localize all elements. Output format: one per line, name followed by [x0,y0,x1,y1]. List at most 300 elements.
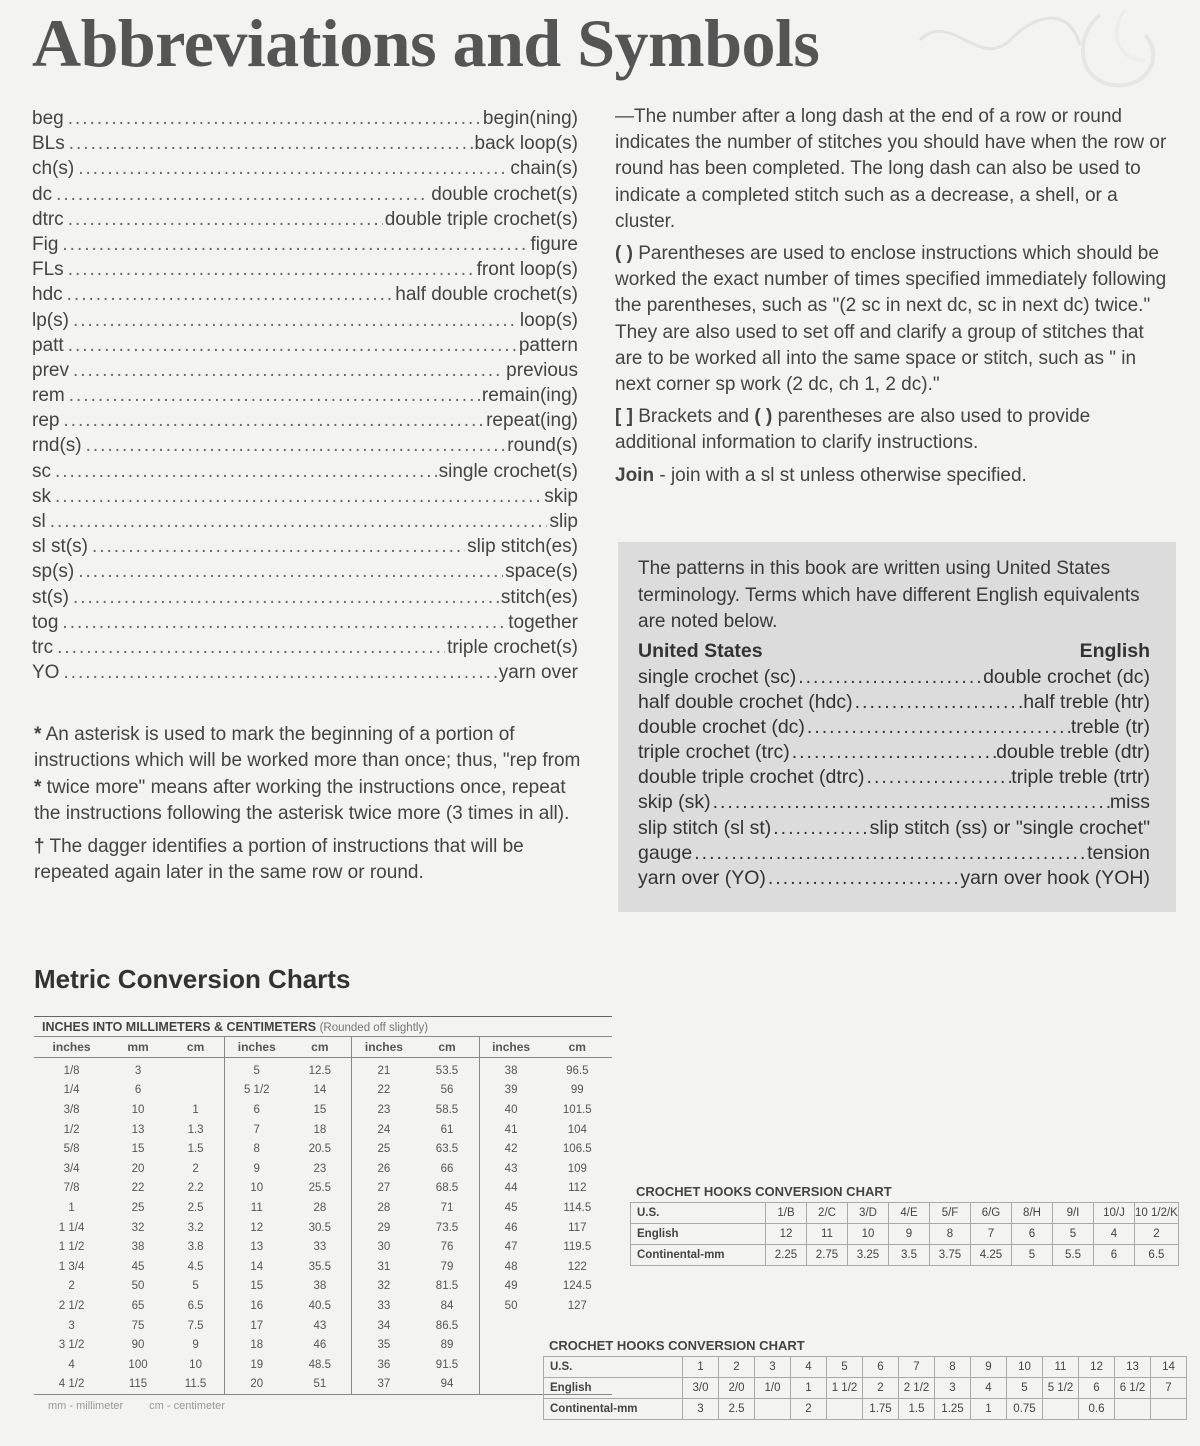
table-cell: 3.2 [187,1221,204,1234]
hooks-cell: 12 [766,1224,807,1245]
term-us: double crochet (dc) [638,715,805,738]
brackets-symbol: [ ] [615,406,633,428]
hooks-row [631,1203,1179,1224]
notation-notes [615,104,1175,495]
table-cell: 49 [479,1277,543,1297]
table-cell: 1 1/4 [58,1221,85,1234]
abbreviation-term: hdc [32,284,63,306]
hooks-cell: 9 [971,1357,1007,1378]
table-row [34,1139,612,1159]
hooks-cell: 6.5 [1135,1245,1179,1266]
abbreviation-meaning: front loop(s) [476,259,578,281]
dot-leader [57,637,445,659]
hooks-cell [1151,1399,1187,1420]
table-row [34,1355,612,1375]
table-cell: 2 1/2 [58,1299,85,1312]
table-cell: 15 [225,1277,289,1297]
table-row [34,1120,612,1140]
table-cell: 5 [225,1058,289,1081]
table-cell: 21 [352,1058,416,1081]
table-cell: 84 [440,1299,454,1312]
table-cell [167,1081,225,1101]
dot-leader [63,662,496,684]
term-english: slip stitch (ss) or "single crochet" [869,816,1150,839]
table-cell: 89 [440,1339,454,1352]
table-row [34,1179,612,1199]
table-cell: 45 [131,1260,145,1273]
inches-table-heading [34,1016,612,1036]
hooks-chart-b-title: CROCHET HOOKS CONVERSION CHART [549,1338,805,1353]
table-cell: 42 [479,1139,543,1159]
page-title: Abbreviations and Symbols [32,5,820,81]
table-cell: 3 1/2 [58,1339,85,1352]
hooks-cell: 1/0 [755,1378,791,1399]
hooks-cell: 1 1/2 [827,1378,863,1399]
dot-leader [68,209,383,231]
table-cell: 35 [352,1335,416,1355]
abbreviation-term: tog [32,611,59,633]
table-cell: 12.5 [308,1064,332,1077]
inches-table-body [34,1058,612,1395]
abbreviation-term: dc [32,183,53,205]
table-cell: 38 [131,1241,145,1254]
table-cell: 76 [440,1241,454,1254]
abbreviation-meaning: repeat(ing) [486,410,578,432]
hooks-row [544,1399,1187,1420]
table-cell: 23 [313,1162,327,1175]
abbreviation-meaning: round(s) [507,435,578,457]
abbreviation-row [32,108,578,133]
table-cell: 3 [134,1064,142,1077]
abbreviation-term: sp(s) [32,561,75,583]
hooks-cell: 5 [1012,1245,1053,1266]
term-us: slip stitch (sl st) [638,816,772,839]
table-cell: 29 [352,1218,416,1238]
abbreviation-meaning: slip stitch(es) [467,536,578,558]
term-english: double treble (dtr) [996,741,1150,764]
table-row [34,1198,612,1218]
table-row [34,1081,612,1101]
abbreviation-row [32,133,578,158]
asterisk-symbol: * [34,724,42,745]
table-cell: 13 [225,1237,289,1257]
table-cell: 51 [288,1375,352,1395]
dot-leader [771,817,869,840]
dot-leader [853,691,1024,714]
dot-leader [73,360,504,382]
hooks-row-label: U.S. [544,1357,683,1378]
abbreviation-term: beg [32,108,64,129]
abbreviation-term: dtrc [32,208,64,230]
hooks-cell: 8 [935,1357,971,1378]
table-cell: 94 [415,1375,479,1395]
table-cell: 28 [352,1198,416,1218]
abbreviation-term: ch(s) [32,158,75,180]
table-cell: 10 [189,1358,202,1371]
column-header: cm [415,1037,479,1058]
hooks-cell: 10 [848,1224,889,1245]
hooks-cell: 3 [755,1357,791,1378]
parentheses-symbol-2: ( ) [754,406,773,428]
table-cell: 1 [68,1201,75,1214]
column-header: inches [352,1037,416,1058]
table-cell: 18 [225,1335,289,1355]
table-cell: 18 [313,1123,327,1136]
abbreviation-meaning: space(s) [505,561,578,583]
terminology-box [618,542,1176,912]
column-header: mm [109,1037,167,1058]
table-cell: 20 [131,1162,145,1175]
table-cell: 100 [128,1358,148,1371]
table-cell: 109 [567,1162,587,1175]
table-row [34,1237,612,1257]
hooks-cell [755,1399,791,1420]
table-cell: 81.5 [435,1280,459,1293]
hooks-cell: 10/J [1094,1203,1135,1224]
hooks-cell [1115,1399,1151,1420]
hooks-cell: 6 [863,1357,899,1378]
hooks-cell: 6/G [971,1203,1012,1224]
hooks-cell: 1/B [766,1203,807,1224]
terminology-row [638,716,1150,741]
brackets-note-mid: Brackets and [632,406,755,428]
table-cell: 22 [352,1081,416,1101]
abbreviation-meaning: figure [530,233,578,255]
table-cell: 1/4 [63,1084,80,1097]
table-cell: 114.5 [563,1201,592,1214]
table-cell: 3 [68,1319,75,1332]
hooks-cell: 7 [899,1357,935,1378]
table-cell: 2.5 [187,1201,204,1214]
dash-note: —The number after a long dash at the end of a row or round indicates the number of stitches you should have when the row or round has been completed. The long dash can also be used to indicate a completed stitch such as a decrease, a shell, or a cluster. [615,106,1167,232]
table-cell: 46 [479,1218,543,1238]
table-cell: 86.5 [435,1319,459,1332]
table-cell: 45 [479,1198,543,1218]
table-cell: 8 [225,1139,289,1159]
dot-leader [692,842,1087,865]
table-cell: 99 [570,1084,584,1097]
footnote-mm: mm - millimeter [48,1400,124,1413]
abbreviation-meaning: pattern [518,334,578,356]
table-cell: 33 [352,1296,416,1316]
asterisk-note-text-end: twice more" means after working the instructions once, repeat the instructions following the asterisk twice more (3 times in all). [34,776,570,825]
term-english: miss [1109,791,1150,814]
table-cell: 1 1/2 [58,1241,85,1254]
abbreviation-meaning: together [508,611,578,633]
table-cell: 3.8 [187,1241,204,1254]
dagger-note-text: The dagger identifies a portion of instructions that will be repeated again later in the same row or round. [34,835,524,884]
abbreviation-meaning: begin(ning) [482,108,578,129]
hooks-cell: 1.25 [935,1399,971,1420]
table-cell: 34 [352,1316,416,1336]
hooks-row [544,1378,1187,1399]
table-cell: 127 [567,1299,587,1312]
join-note-text: - join with a sl st unless otherwise specified. [654,464,1027,486]
table-cell: 124.5 [562,1280,592,1293]
abbreviation-term: BLs [32,133,65,155]
abbreviation-row [32,637,578,662]
table-cell: 2 [68,1280,75,1293]
table-cell: 2.2 [187,1182,204,1195]
dot-leader [56,184,429,206]
table-cell: 7 [225,1120,289,1140]
abbreviation-term: sl [32,511,46,532]
hooks-cell: 0.75 [1007,1399,1043,1420]
hooks-cell: 1.5 [899,1399,935,1420]
decorative-swirl [910,0,1200,100]
inches-table-title: INCHES INTO MILLIMETERS & CENTIMETERS [42,1020,317,1034]
hooks-cell: 3.25 [848,1245,889,1266]
abbreviation-term: patt [32,334,64,356]
hooks-cell: 3.75 [930,1245,971,1266]
abbreviation-term: YO [32,662,60,684]
hooks-cell: 2 [791,1399,827,1420]
abbreviation-meaning: remain(ing) [481,385,578,407]
hooks-row-label: Continental-mm [631,1245,766,1266]
abbreviation-row [32,234,578,259]
table-cell: 35.5 [308,1260,332,1273]
abbreviation-row [32,335,578,360]
abbreviation-term: Fig [32,233,59,255]
table-cell: 25 [352,1139,416,1159]
column-header: inches [34,1037,109,1058]
table-cell: 75 [131,1319,145,1332]
hooks-cell: 10 1/2/K [1135,1203,1179,1224]
inches-table-footnote [34,1400,612,1412]
abbreviation-meaning: double triple crochet(s) [384,208,578,230]
hooks-cell: 2.5 [719,1399,755,1420]
table-cell: 115 [109,1375,167,1395]
table-cell: 96.5 [566,1064,589,1077]
asterisk-note [34,722,589,828]
table-cell: 30.5 [308,1221,332,1234]
hooks-cell [827,1399,863,1420]
abbreviation-row [32,486,578,511]
table-cell: 119.5 [563,1241,592,1254]
table-cell: 30 [352,1237,416,1257]
inches-table [34,1036,612,1395]
table-cell [479,1375,543,1395]
table-cell: 19 [225,1355,289,1375]
abbreviation-row [32,310,578,335]
column-header: inches [225,1037,289,1058]
table-row [34,1296,612,1316]
table-cell: 1 3/4 [58,1260,85,1273]
table-cell: 73.5 [435,1221,459,1234]
table-cell: 48 [479,1257,543,1277]
table-cell: 38 [313,1280,327,1293]
table-cell: 1/8 [63,1064,80,1077]
hooks-cell: 6 1/2 [1115,1378,1151,1399]
table-cell: 1 [192,1103,199,1116]
abbreviation-row [32,662,578,687]
terminology-row [638,741,1150,766]
table-cell: 39 [479,1081,543,1101]
table-cell: 33 [313,1241,327,1254]
dot-leader [55,461,437,483]
hooks-conversion-chart-a [630,1184,1179,1266]
table-row [34,1277,612,1297]
column-header: cm [167,1037,225,1058]
hooks-cell: 1 [971,1399,1007,1420]
abbreviation-row [32,385,578,410]
table-cell: 40.5 [308,1299,332,1312]
hooks-cell: 6 [1094,1245,1135,1266]
abbreviation-row [32,536,578,561]
table-cell: 5 [192,1280,199,1293]
abbreviation-row [32,209,578,234]
hooks-row [631,1224,1179,1245]
abbreviation-meaning: half double crochet(s) [395,284,578,306]
table-cell: 117 [568,1221,587,1234]
table-cell: 58.5 [435,1103,459,1116]
table-cell [479,1335,543,1355]
dot-leader [69,385,480,407]
hooks-cell: 9/I [1053,1203,1094,1224]
table-cell: 5/8 [63,1143,80,1156]
term-us: single crochet (sc) [638,665,797,688]
table-row [34,1100,612,1120]
table-cell: 41 [479,1120,543,1140]
table-cell: 3/8 [63,1103,80,1116]
hooks-cell: 3 [935,1378,971,1399]
term-us: yarn over (YO) [638,867,766,889]
table-cell: 122 [567,1260,587,1273]
abbreviation-row [32,259,578,284]
terminology-row [638,842,1150,867]
dot-leader [92,536,465,558]
abbreviation-term: sk [32,485,51,507]
terminology-intro: The patterns in this book are written using United States terminology. Terms which have different English equivalents are noted below. [638,558,1140,632]
dot-leader [67,284,394,306]
dot-leader [68,259,475,281]
hooks-cell: 7 [1151,1378,1187,1399]
table-cell: 79 [440,1260,454,1273]
abbreviation-meaning: loop(s) [519,309,578,331]
table-cell: 56 [440,1084,454,1097]
table-cell: 1/2 [63,1123,80,1136]
hooks-cell: 3.5 [889,1245,930,1266]
term-english: yarn over hook (YOH) [960,867,1150,889]
dot-leader [78,158,508,180]
abbreviation-row [32,360,578,385]
abbreviation-row [32,184,578,209]
hooks-cell: 13 [1115,1357,1151,1378]
abbreviation-term: lp(s) [32,309,69,331]
term-english: double crochet (dc) [983,665,1150,688]
hooks-chart-b-table [543,1356,1187,1420]
table-cell: 26 [352,1159,416,1179]
table-cell: 6 [225,1100,289,1120]
table-cell: 15 [313,1103,327,1116]
table-cell: 23 [352,1100,416,1120]
hooks-cell: 11 [1043,1357,1079,1378]
hooks-cell: 5 [1007,1378,1043,1399]
abbreviation-term: rnd(s) [32,435,82,457]
dot-leader [796,666,983,689]
hooks-chart-a-table [630,1202,1179,1266]
hooks-row [544,1357,1187,1378]
terminology-header-us: United States [638,639,763,662]
table-cell: 3/4 [63,1162,80,1175]
table-cell: 9 [192,1339,199,1352]
metric-section-title: Metric Conversion Charts [34,964,351,994]
table-cell: 14 [225,1257,289,1277]
table-cell: 20.5 [308,1143,332,1156]
table-cell: 43 [479,1159,543,1179]
terminology-row [638,766,1150,791]
table-cell: 5 1/2 [225,1081,289,1101]
dot-leader [50,511,548,533]
table-row [34,1316,612,1336]
hooks-cell: 2 [863,1378,899,1399]
table-cell: 63.5 [435,1143,459,1156]
table-cell: 47 [479,1237,543,1257]
table-cell: 6 [134,1084,142,1097]
table-cell: 20 [225,1375,289,1395]
hooks-cell: 4/E [889,1203,930,1224]
hooks-cell: 5/F [930,1203,971,1224]
dot-leader [711,791,1110,814]
table-cell: 32 [131,1221,145,1234]
table-cell [167,1058,225,1081]
hooks-row [631,1245,1179,1266]
hooks-cell: 2 1/2 [899,1378,935,1399]
hooks-cell: 5 [827,1357,863,1378]
hooks-cell: 6 [1079,1378,1115,1399]
abbreviation-term: trc [32,636,54,658]
table-cell [543,1316,612,1336]
abbreviation-meaning: chain(s) [510,158,578,180]
hooks-cell: 10 [1007,1357,1043,1378]
hooks-row-label: English [631,1224,766,1245]
abbreviation-row [32,158,578,183]
term-english: treble (tr) [1070,715,1150,738]
inches-table-note: (Rounded off slightly) [319,1022,429,1034]
table-cell: 1.5 [187,1143,204,1156]
terminology-header [638,640,1150,666]
table-cell: 65 [131,1299,145,1312]
table-cell: 48.5 [308,1358,332,1371]
hooks-cell: 6 [1012,1224,1053,1245]
column-header: cm [543,1037,612,1058]
table-cell: 7.5 [187,1319,204,1332]
dot-leader [790,741,996,764]
table-cell: 4.5 [187,1260,204,1273]
inches-table-header-row [34,1037,612,1058]
abbreviation-row [32,461,578,486]
table-cell: 15 [131,1143,145,1156]
table-cell: 37 [352,1375,416,1395]
term-us: double triple crochet (dtrc) [638,766,865,789]
hooks-cell: 2 [719,1357,755,1378]
brackets-note [615,404,1175,456]
dot-leader [62,612,506,634]
abbreviation-row [32,511,578,536]
abbreviation-meaning: single crochet(s) [438,460,578,482]
dot-leader [766,867,960,890]
hooks-cell: 0.6 [1079,1399,1115,1420]
terminology-header-english: English [1079,639,1150,662]
hooks-cell: 3/0 [683,1378,719,1399]
dot-leader [69,133,473,155]
abbreviation-term: rem [32,385,65,407]
term-english: half treble (htr) [1023,690,1150,713]
hooks-cell: 4 [1094,1224,1135,1245]
abbreviation-meaning: slip [549,511,578,532]
abbreviation-meaning: previous [506,359,578,381]
hooks-conversion-chart-b [543,1338,1187,1420]
